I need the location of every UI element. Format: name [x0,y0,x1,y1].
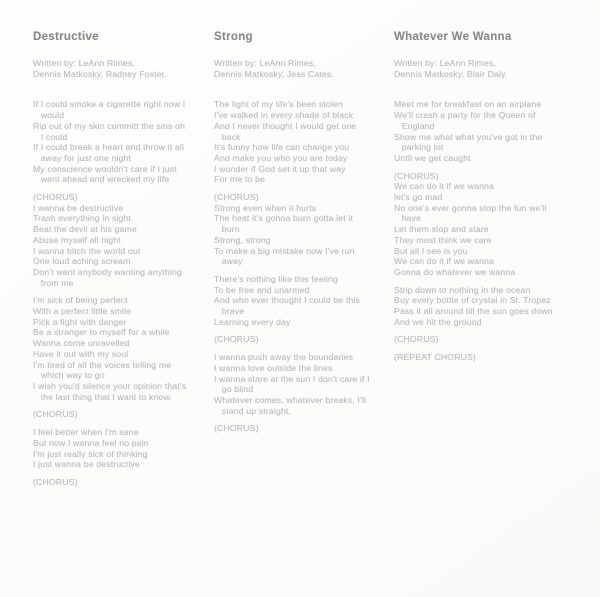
lyric-line: Pass it all around till the sun goes down [394,306,553,317]
lyric-line: Show me what what you've got in the [394,131,543,142]
lyric-line: Wanna come unravelled [33,338,130,349]
lyric-line: They must think we care [394,234,492,245]
lyrics-block [394,171,572,278]
chorus-label: (CHORUS) [33,192,78,203]
song-column-2 [214,31,392,441]
lyric-line: I wanna stare at the sun I don't care if I [214,373,370,384]
lyric-line: We can do it if we wanna [394,256,495,267]
lyric-line: There's nothing like this feeling [214,273,338,284]
lyric-line: Learning every day [214,316,291,327]
lyric-line: My conscience wouldn't care if I just [33,163,177,174]
lyric-line: Meet me for breakfast on an airplane [394,99,542,110]
lyric-line: away [214,256,243,267]
lyric-line: Don't want anybody wanting anything [33,266,182,277]
lyric-line: And we hit the ground [394,316,482,327]
lyric-line: which way to go [33,370,105,381]
lyric-line: would [33,110,65,121]
chorus-label: (CHORUS) [33,409,78,420]
lyric-line: I wish you'd silence your opinion that's [33,380,187,391]
lyric-line: With a perfect little smile [33,306,132,317]
lyric-line: The light of my life's been stolen [214,99,343,110]
chorus-label: (CHORUS) [214,423,259,434]
lyric-line: Beat the devil at his game [33,224,137,235]
lyric-line: England [394,120,435,131]
lyric-line: let's go mad [394,192,443,203]
lyric-line: I'm just really sick of thinking [33,448,148,459]
lyrics-block [214,423,392,434]
lyrics-block [394,352,572,363]
chorus-label: (CHORUS) [214,334,259,345]
lyric-line: I wonder if God set it up that way [214,163,346,174]
lyric-line: Pick a fight with danger [33,316,127,327]
lyric-line: One loud aching scream [33,256,131,267]
lyric-line: I wanna be destructive [33,202,124,213]
lyric-line: Have it out with my soul [33,348,129,359]
lyric-line: Buy every bottle of crystal in St. Tropez [394,295,551,306]
lyrics-verse [214,352,392,416]
credit-line: Written by: LeAnn Rimes, [394,58,496,68]
lyric-line: Rip out of my skin committ the sins oh [33,120,185,131]
lyric-line: Gonna do whatever we wanna [394,266,516,277]
lyric-line: away for just one night [33,152,132,163]
lyrics-verse [394,285,572,328]
lyrics-verse [33,427,211,470]
lyrics-block [394,334,572,345]
credit-line: Dennis Matkosky, Radney Foster. [33,68,167,79]
lyric-line: Until we get caught [394,152,471,163]
lyrics-block [33,192,211,288]
song-title: Strong [214,31,253,43]
song-credits [214,58,392,79]
song-column-3 [394,31,572,370]
lyric-line: Trash everything in sight [33,213,132,224]
lyric-line: I'm tired of all the voices telling me [33,359,172,370]
lyric-line: No one's ever gonna stop the fun we'll [394,202,547,213]
lyric-line: I wanna love outside the lines [214,362,333,373]
chorus-label: (CHORUS) [33,476,78,487]
lyric-line: I'm sick of being perfect [33,295,128,306]
credit-line: Written by: LeAnn Rimes, [33,58,135,68]
lyric-line: But now I wanna feel no pain [33,437,149,448]
song-credits [394,58,572,79]
lyrics-verse [214,99,392,185]
lyric-line: The heat it's gonna burn gotta let it [214,213,354,224]
lyric-line: Abuse myself all night [33,234,121,245]
chorus-label: (CHORUS) [214,192,259,203]
lyric-line: To be free and unarmed [214,284,310,295]
lyric-line: I wanna bitch the world out [33,245,141,256]
lyric-line: the last thing that I want to know. [33,391,172,402]
lyric-line: I've walked in every shade of black [214,110,354,121]
lyric-line: Strong, strong [214,234,271,245]
lyric-line: We'll crash a party for the Queen of [394,110,536,121]
lyrics-verse [33,295,211,402]
chorus-label: (CHORUS) [394,334,439,345]
lyric-line: And make you who you are today [214,152,348,163]
lyric-line: I feel better when I'm sane [33,427,139,438]
lyric-line: If I could smoke a cigarette right now I [33,99,186,110]
lyric-line: Strong even when it hurts [214,202,317,213]
lyrics-block [214,334,392,345]
credit-line: Dennis Matkosky, Jess Cates. [214,68,334,79]
lyric-line: But all I see is you [394,245,468,256]
lyric-line: back [214,131,241,142]
lyric-line: And I never thought I would get one [214,120,357,131]
lyric-line: Let them stop and stare [394,224,489,235]
credit-line: Dennis Matkosky, Blair Daly. [394,68,508,79]
lyric-line: Be a stranger to myself for a while [33,327,170,338]
lyric-line: Whatever comes, whatever breaks, I'll [214,394,367,405]
chorus-label: (CHORUS) [394,170,439,181]
lyric-line: brave [214,306,245,317]
lyric-line: have [394,213,422,224]
lyric-line: parking lot [394,142,444,153]
lyrics-verse [33,99,211,185]
lyric-line: I just wanna be destructive [33,459,140,470]
song-credits [33,58,211,79]
song-title: Destructive [33,31,99,43]
lyrics-block [214,192,392,267]
lyric-line: If I could break a heart and throw it all [33,142,185,153]
lyric-line: went ahead and wrecked my life [33,174,170,185]
lyric-line: from me [33,277,74,288]
song-title: Whatever We Wanna [394,31,512,43]
lyric-line: To make a big mistake now I've run [214,245,355,256]
lyrics-verse [214,274,392,328]
lyric-line: For me to be [214,174,266,185]
lyric-line: I wanna push away the boundaries [214,352,354,363]
lyric-line: And who ever thought I could be this [214,295,360,306]
song-column-1 [33,31,211,495]
lyric-line: go blind [214,384,254,395]
lyric-line: It's funny how life can change you [214,142,350,153]
credit-line: Written by: LeAnn Rimes, [214,58,316,68]
lyrics-block [33,409,211,420]
chorus-label: (REPEAT CHORUS) [394,352,477,363]
lyric-line: stand up straight. [214,405,292,416]
lyrics-block [33,477,211,488]
lyrics-verse [394,99,572,163]
lyric-line: Strip down to nothing in the ocean [394,284,531,295]
lyric-line: burn [214,224,240,235]
lyric-line: We can do it if we wanna [394,181,495,192]
lyric-line: I could [33,131,68,142]
